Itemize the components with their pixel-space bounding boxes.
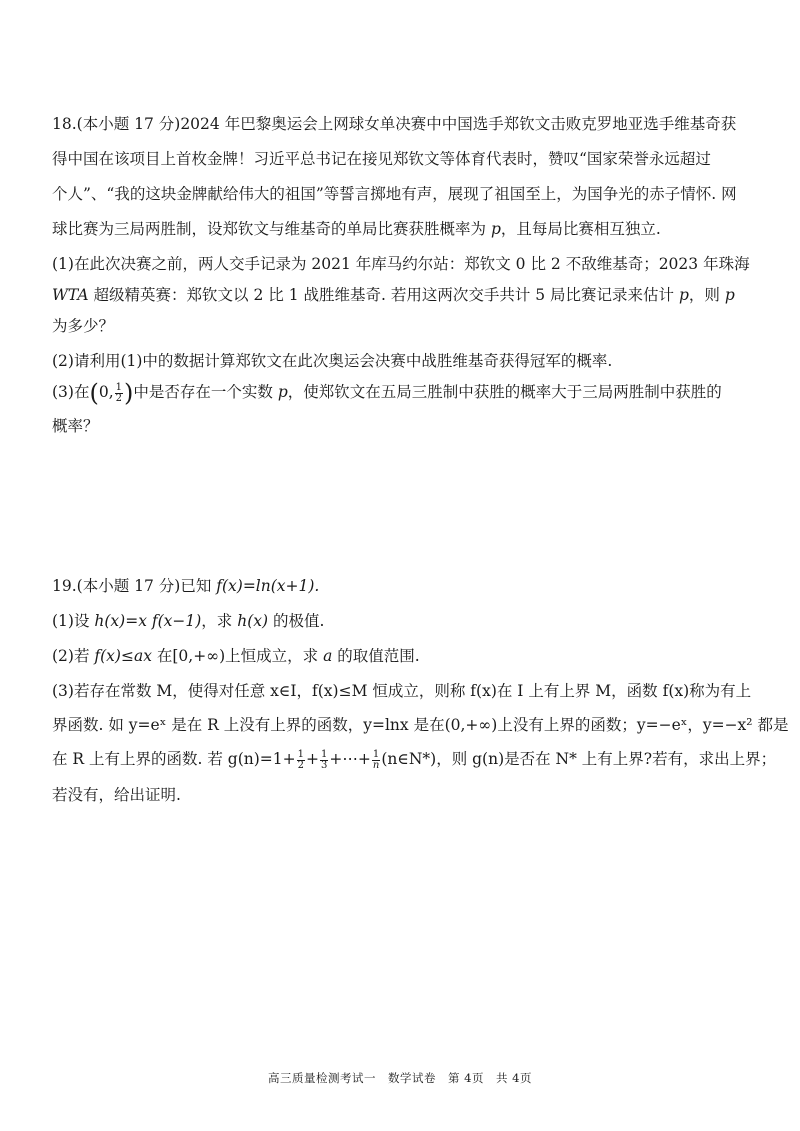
q19-part1: (1)设 h(x)=x f(x−1)，求 h(x) 的极值. (52, 612, 325, 630)
var-p: p (490, 220, 501, 238)
q18-line-2: 得中国在该项目上首枚金牌！习近平总书记在接见郑钦文等体育代表时，赞叹“国家荣誉永远超过 (52, 150, 711, 168)
q18-part1-line-1: (1)在此次决赛之前，两人交手记录为 2021 年库马约尔站：郑钦文 0 比 2 不敌维基奇；2023 年珠海 (52, 255, 750, 273)
q18-line-4: 球比赛为三局两胜制，设郑钦文与维基奇的单局比赛获胜概率为 p，且每局比赛相互独立. (52, 220, 661, 238)
q19-part3-line-1: (3)若存在常数 M，使得对任意 x∈I，f(x)≤M 恒成立，则称 f(x)在 I 上有上界 M，函数 f(x)称为有上 (52, 682, 752, 700)
q18-part2: (2)请利用(1)中的数据计算郑钦文在此次奥运会决赛中战胜维基奇获得冠军的概率. (52, 352, 613, 370)
fraction-one-half: $\frac{1}{2}$ (115, 381, 123, 404)
q19-part3-line-4: 若没有，给出证明. (52, 786, 181, 804)
q18-part3-line-2: 概率？ (52, 417, 99, 435)
q18-line-3: 个人”、“我的这块金牌献给伟大的祖国”等誓言掷地有声，展现了祖国至上，为国争光的赤子情怀. 网 (52, 185, 737, 203)
fraction-1-3: $\frac{1}{3}$ (321, 748, 328, 771)
q18-line-1: 18.(本小题 17 分)2024 年巴黎奥运会上网球女单决赛中中国选手郑钦文击败克罗地亚选手维基奇获 (52, 115, 737, 133)
fraction-1-n: $\frac{1}{n}$ (372, 748, 380, 771)
q18-part1-line-2: WTA 超级精英赛：郑钦文以 2 比 1 战胜维基奇. 若用这两次交手共计 5 局比赛记录来估计 p，则 p (52, 286, 735, 304)
q18-part3-line-1: (3)在(0, $\frac{1}{2}$ )中是否存在一个实数 p，使郑钦文在五局三胜制中获胜的概率大于三局两胜制中获胜的 (52, 379, 722, 407)
q19-part3-line-3: 在 R 上有上界的函数. 若 g(n)=1+ $\frac{1}{2}$ + $\frac{1}{3}$ +⋯+ $\frac{1}{n}$ (n∈N*)，则 g(n)是否在 N* 上有上界?若有，求出上界； (52, 748, 777, 771)
page-footer: 高三质量检测考试一 数学试卷 第 4页 共 4页 (268, 1071, 532, 1085)
q19-intro: 19.(本小题 17 分)已知 f(x)=ln(x+1). (52, 577, 320, 595)
fraction-1-2: $\frac{1}{2}$ (297, 748, 305, 771)
q18-part1-line-3: 为多少？ (52, 317, 115, 335)
q19-part2: (2)若 f(x)≤ax 在[0,+∞)上恒成立，求 a 的取值范围. (52, 647, 420, 665)
q19-part3-line-2: 界函数. 如 y=eˣ 是在 R 上没有上界的函数，y=lnx 是在(0,+∞)上没有上界的函数；y=−eˣ，y=−x² 都是 (52, 716, 789, 734)
